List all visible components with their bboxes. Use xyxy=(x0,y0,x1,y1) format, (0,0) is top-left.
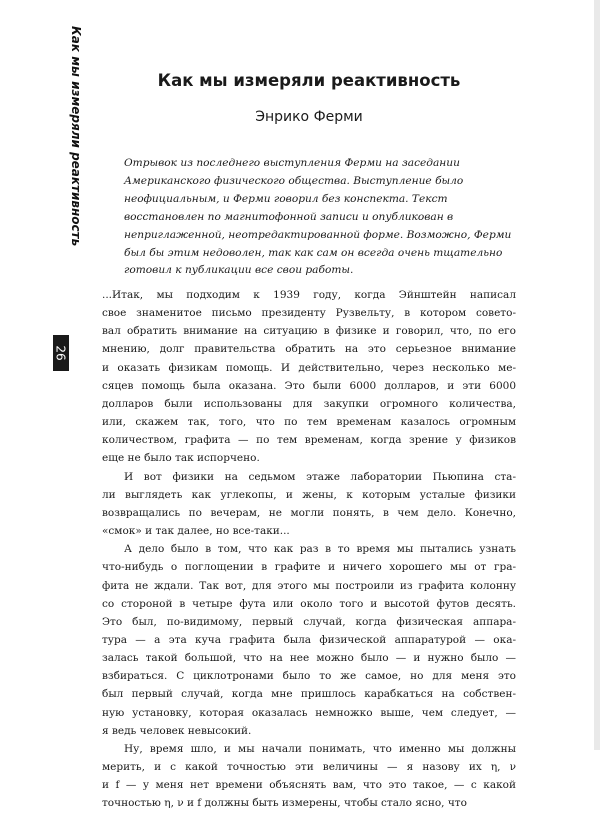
text-line: точностью η, ν и f должны быть измерены, чтобы стало ясно, что xyxy=(102,797,467,810)
article-body xyxy=(102,286,516,813)
epigraph: Отрывок из последнего выступления Ферми на заседании Американского физического общества. Выступление было неофициальным, и Ферми говорил без конспекта. Текст восстановлен по магнитофонной записи и опубликован в неприглаженной, неотредактированной форме. Возможно, Ферми был бы этим недоволен, так как сам он всегда очень тщательно готовил к публикации все свои работы. xyxy=(124,157,512,277)
text-line: мерить, и с какой точностью эти величины — я назову их η, ν xyxy=(102,761,516,774)
text-line: или, скажем так, того, что по тем временам казалось огромным xyxy=(102,416,516,429)
text-line: залась такой большой, что на нее можно было — и нужно было — xyxy=(102,652,516,665)
text-line: Ну, время шло, и мы начали понимать, что именно мы должны xyxy=(124,742,516,755)
text-line: взбираться. С циклотронами было то же самое, но для меня это xyxy=(102,670,516,683)
page-number-box xyxy=(53,335,69,371)
article-title: Как мы измеряли реактивность xyxy=(157,71,461,90)
text-line: Это был, по-видимому, первый случай, когда физическая аппара- xyxy=(102,615,516,628)
text-line: мнению, долг правительства обратить на это серьезное внимание xyxy=(102,343,516,356)
text-line: вал обратить внимание на ситуацию в физике и говорил, что, по его xyxy=(102,325,516,338)
text-line: А дело было в том, что как раз в то время мы пытались узнать xyxy=(124,543,516,556)
text-line: со стороной в четыре фута или около того и высотой футов десять. xyxy=(102,597,516,610)
text-line: тура — а эта куча графита была физической аппаратурой — ока- xyxy=(102,633,516,646)
body-paragraph xyxy=(102,468,516,541)
text-line: и f — у меня нет времени объяснять вам, что это такое, — с какой xyxy=(102,779,516,792)
text-line: ную установку, которая оказалась немножко выше, чем следует, — xyxy=(102,706,516,719)
text-line: был первый случай, когда мне пришлось карабкаться на собствен- xyxy=(102,688,516,701)
text-line: фита не ждали. Так вот, для этого мы построили из графита колонну xyxy=(102,579,516,592)
text-line: я ведь человек невысокий. xyxy=(102,724,252,737)
body-paragraph xyxy=(102,740,516,813)
text-line: количеством, графита — по тем временам, когда зрение у физиков xyxy=(102,434,516,447)
page-number: 26 xyxy=(54,345,68,361)
text-line: ли выглядеть как углекопы, и жены, к которым усталые физики xyxy=(102,488,516,501)
text-line: возвращались по вечерам, не могли понять, в чем дело. Конечно, xyxy=(102,506,516,519)
text-line: ...Итак, мы подходим к 1939 году, когда Эйнштейн написал xyxy=(102,289,516,301)
text-line: свое знаменитое письмо президенту Рузвельту, в котором совето- xyxy=(102,307,516,320)
text-line: и оказать физикам помощь. И действительно, через несколько ме- xyxy=(102,361,516,374)
article-author: Энрико Ферми xyxy=(255,109,363,125)
text-line: И вот физики на седьмом этаже лаборатории Пьюпина ста- xyxy=(124,470,516,483)
text-line: еще не было так испорчено. xyxy=(102,452,260,465)
text-line: что-нибудь о поглощении в графите и ничего хорошего мы от гра- xyxy=(102,561,516,574)
body-paragraph xyxy=(102,540,516,740)
text-line: долларов были использованы для закупки огромного количества, xyxy=(102,397,516,410)
text-line: сяцев помощь была оказана. Это были 6000 долларов, и эти 6000 xyxy=(102,379,516,392)
text-line: «смок» и так далее, но все-таки... xyxy=(102,525,290,538)
body-paragraph xyxy=(102,286,516,468)
running-header: Как мы измеряли реактивность xyxy=(69,26,83,247)
scan-edge xyxy=(594,0,600,750)
